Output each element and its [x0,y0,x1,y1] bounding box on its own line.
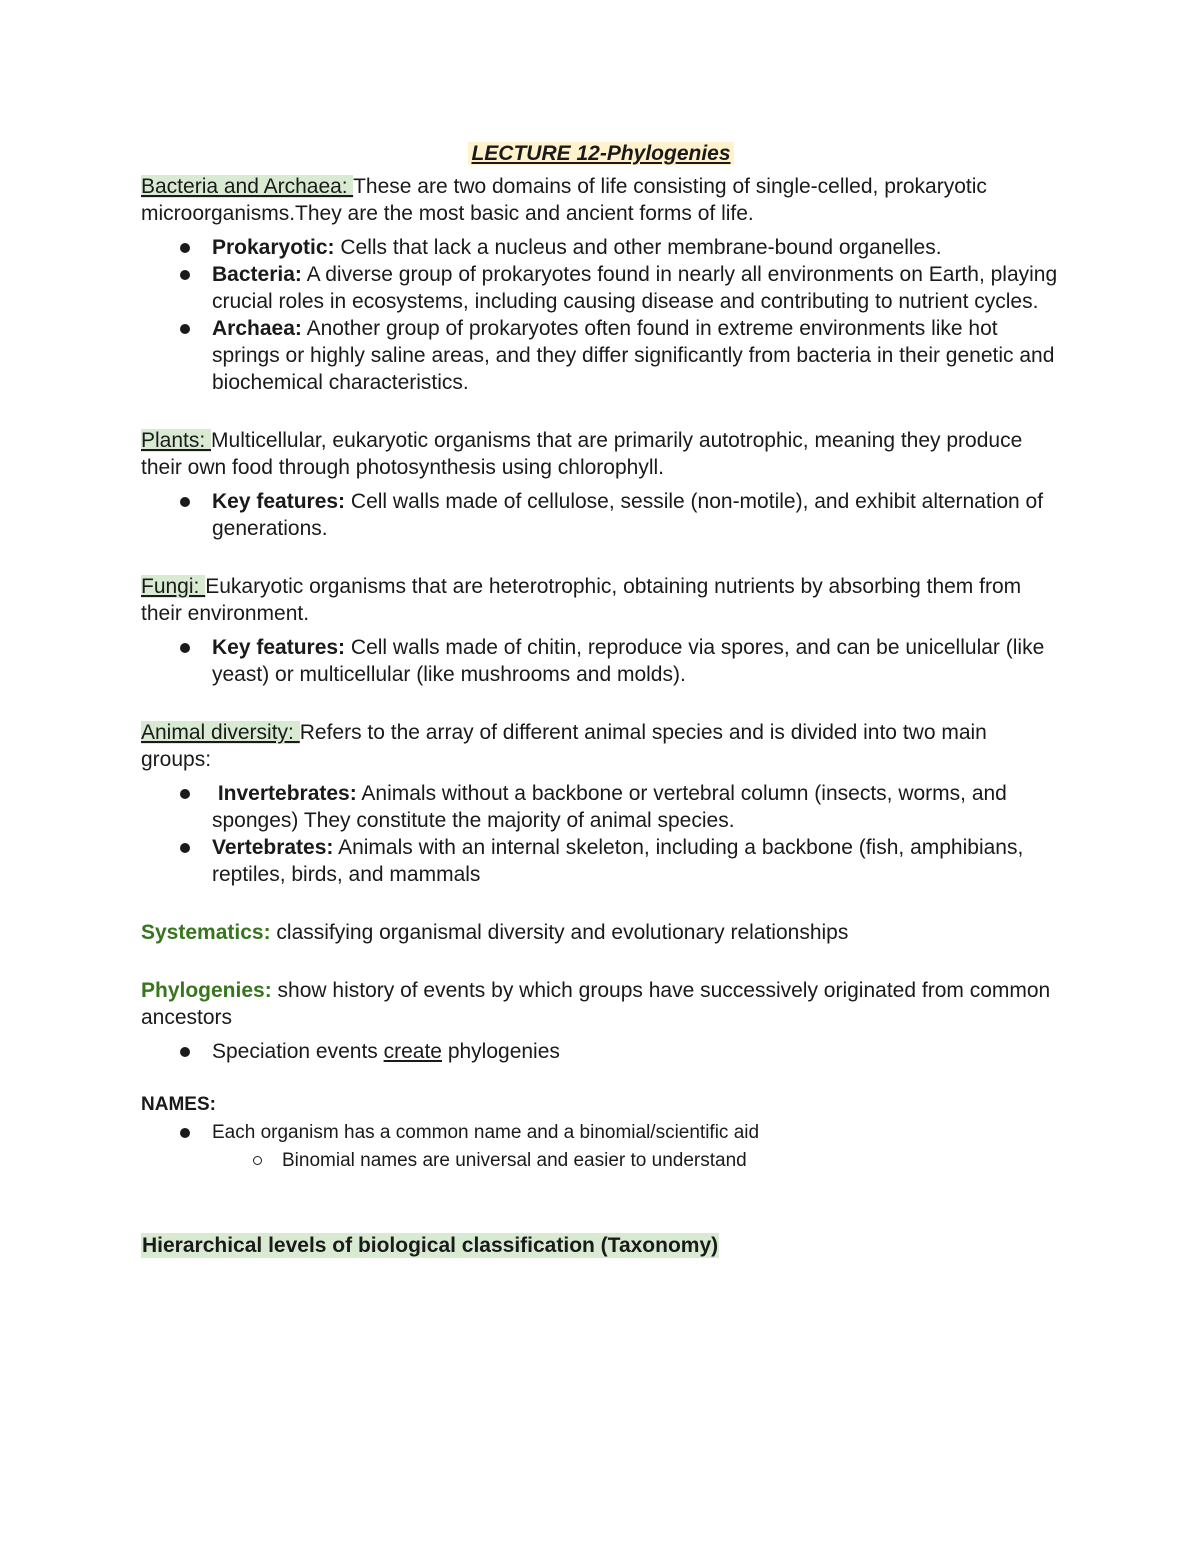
spacer [141,542,1061,573]
spacer [141,1175,1061,1232]
bullet-text: Animals with an internal skeleton, including a backbone (fish, amphibians, reptiles, birds, and mammals [212,836,1024,886]
bullet-text: Cell walls made of cellulose, sessile (non-motile), and exhibit alternation of generations. [212,490,1044,540]
animal-diversity-text: Refers to the array of different animal species and is divided into two main groups: [141,721,987,771]
bullet-term: Invertebrates: [212,782,357,805]
title-row [141,140,1061,167]
bullet-underlined-word: create [383,1040,442,1063]
bullet-term: Key features: [212,636,346,659]
fungi-label: Fungi: [141,575,206,598]
bacteria-archaea-paragraph [141,173,1061,227]
bullet-text: Another group of prokaryotes often found in extreme environments like hot springs or highly saline areas, and they differ significantly from bacteria in their genetic and biochemical characteristics. [212,317,1055,394]
list-item [212,488,1061,542]
bullet-text-post: phylogenies [441,1040,560,1063]
spacer [141,688,1061,719]
names-label: NAMES: [141,1094,216,1115]
spacer [141,1065,1061,1091]
bullet-text: Animals without a backbone or vertebral column (insects, worms, and sponges) They constitute the majority of animal species. [212,782,1007,832]
bullet-text: Cells that lack a nucleus and other membrane-bound organelles. [334,236,942,259]
names-list [141,1119,1061,1175]
bullet-term: Vertebrates: [212,836,334,859]
phylogenies-label: Phylogenies: [141,979,272,1002]
phylogenies-list [141,1038,1061,1065]
list-item [212,834,1061,888]
fungi-list [141,634,1061,688]
bullet-text-pre: Speciation events [212,1040,384,1063]
names-heading-paragraph [141,1091,1061,1119]
bullet-text: Cell walls made of chitin, reproduce via spores, and can be unicellular (like yeast) or multicellular (like mushrooms and molds). [212,636,1045,686]
spacer [141,888,1061,919]
bacteria-archaea-list [141,234,1061,396]
plants-text: Multicellular, eukaryotic organisms that are primarily autotrophic, meaning they produce their own food through photosynthesis using chlorophyll. [141,429,1023,479]
systematics-paragraph [141,919,1061,946]
spacer [141,946,1061,977]
plants-list [141,488,1061,542]
document-page [141,140,1061,1259]
bacteria-archaea-label: Bacteria and Archaea: [141,175,354,198]
systematics-text: classifying organismal diversity and evolutionary relationships [270,921,849,944]
list-item [212,234,1061,261]
animal-diversity-label: Animal diversity: [141,721,300,744]
sub-list-item [282,1147,1061,1175]
bullet-term: Archaea: [212,317,302,340]
phylogenies-text: show history of events by which groups have successively originated from common ancestors [141,979,1051,1029]
page-title: LECTURE 12-Phylogenies [468,142,733,165]
systematics-label: Systematics: [141,921,271,944]
spacer [141,396,1061,427]
fungi-text: Eukaryotic organisms that are heterotrophic, obtaining nutrients by absorbing them from their environment. [141,575,1022,625]
taxonomy-heading-paragraph [141,1232,1061,1259]
list-item [212,1119,1061,1175]
list-item [212,634,1061,688]
list-item [212,1038,1061,1065]
plants-paragraph [141,427,1061,481]
bullet-text: A diverse group of prokaryotes found in nearly all environments on Earth, playing crucial roles in ecosystems, including causing disease and contributing to nutrient cycles. [212,263,1058,313]
taxonomy-heading: Hierarchical levels of biological classification (Taxonomy) [142,1234,719,1257]
names-sub-list [212,1147,1061,1175]
bullet-term: Key features: [212,490,346,513]
bullet-text: Each organism has a common name and a binomial/scientific aid [212,1122,760,1143]
phylogenies-paragraph [141,977,1061,1031]
plants-label: Plants: [141,429,212,452]
bullet-term: Bacteria: [212,263,302,286]
bullet-term: Prokaryotic: [212,236,335,259]
fungi-paragraph [141,573,1061,627]
animal-diversity-paragraph [141,719,1061,773]
animal-diversity-list [141,780,1061,888]
list-item [212,261,1061,315]
sub-bullet-text: Binomial names are universal and easier to understand [282,1150,747,1171]
list-item [212,315,1061,396]
list-item [212,780,1061,834]
bacteria-archaea-text: These are two domains of life consisting of single-celled, prokaryotic microorganisms.They are the most basic and ancient forms of life. [141,175,987,225]
